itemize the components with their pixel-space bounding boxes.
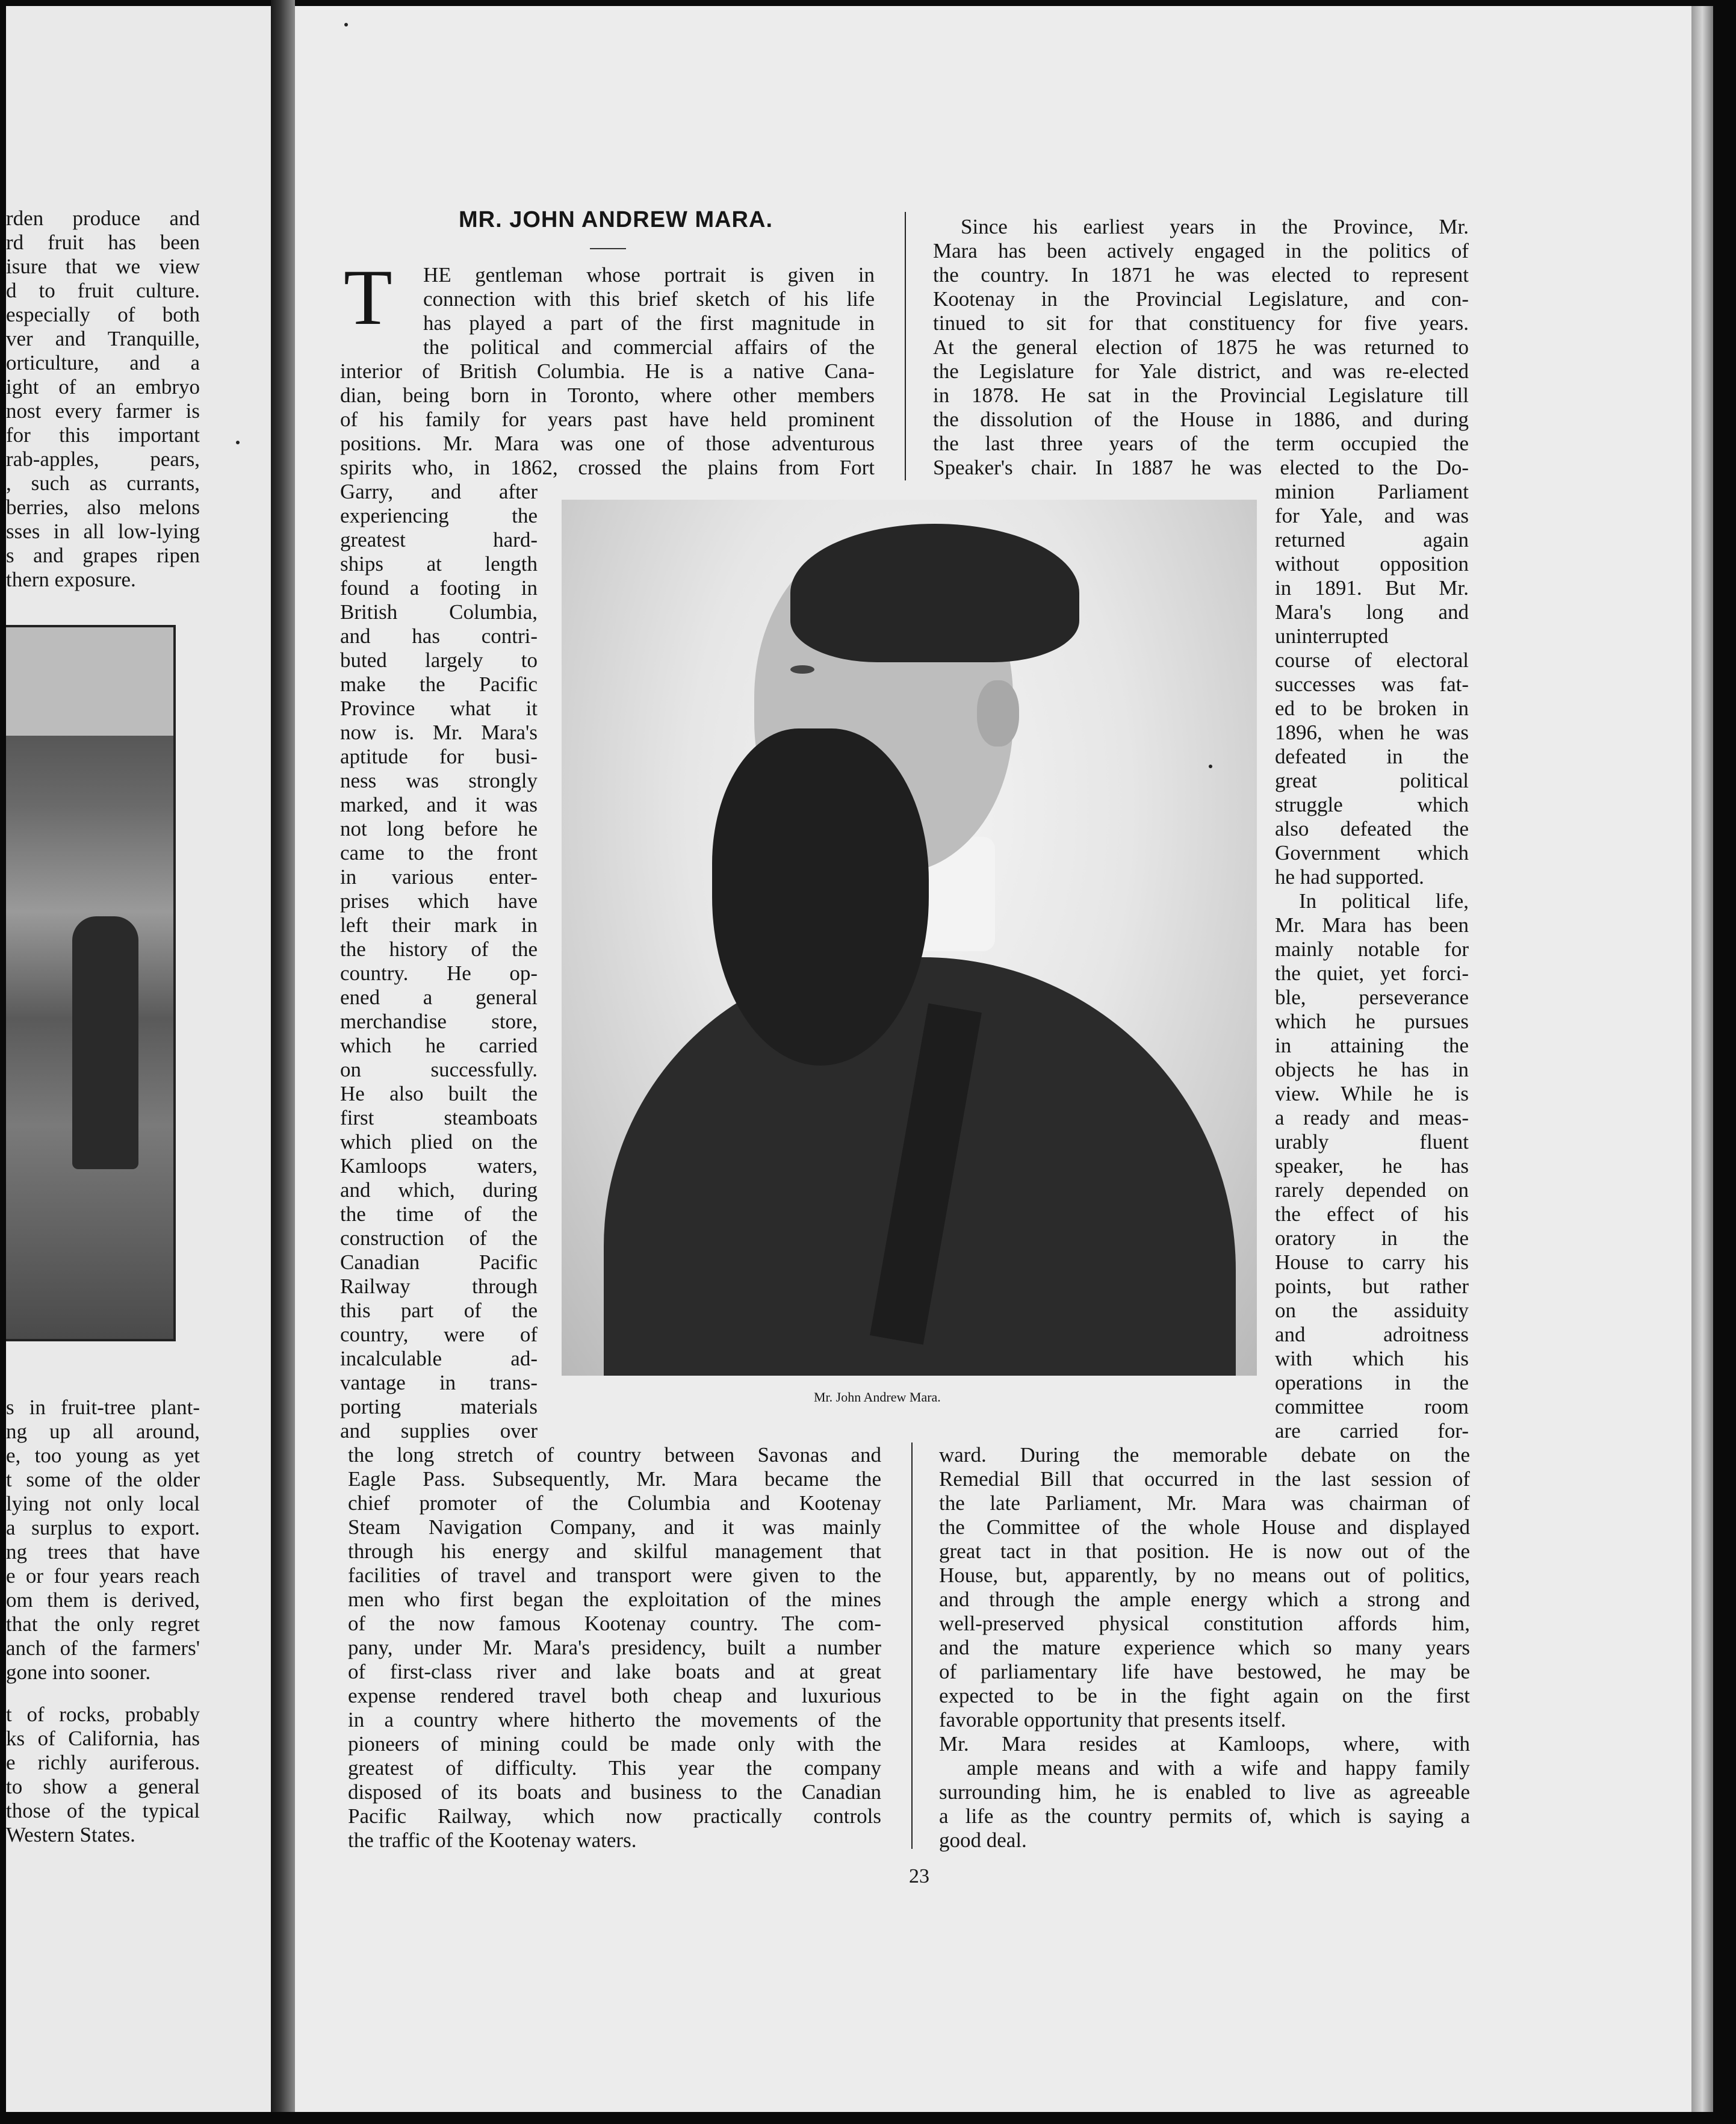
text-line: uninterrupted (1275, 624, 1389, 648)
book-gutter (271, 0, 295, 2124)
text-line: now is. Mr. Mara's (340, 721, 538, 744)
text-line: of the now famous Kootenay country. The com- (348, 1612, 881, 1635)
text-line: positions. Mr. Mara was one of those adventurous (340, 432, 875, 455)
text-line: thern exposure. (6, 568, 136, 591)
text-line: the country. In 1871 he was elected to represent (933, 263, 1469, 287)
text-line: the political and commercial affairs of the (423, 335, 875, 359)
text-line: the late Parliament, Mr. Mara was chairman of (939, 1491, 1470, 1515)
portrait-beard (712, 728, 929, 1066)
text-line: Mr. Mara resides at Kamloops, where, with (939, 1732, 1470, 1756)
text-line: Pacific Railway, which now practically controls (348, 1804, 881, 1828)
photo-figure (72, 916, 138, 1169)
text-line: He also built the (340, 1082, 538, 1105)
text-line: Remedial Bill that occurred in the last session of (939, 1467, 1470, 1491)
text-line: interior of British Columbia. He is a native Cana- (340, 359, 875, 383)
text-line: In political life, (1299, 889, 1469, 913)
text-line: d to fruit culture. (6, 279, 200, 302)
text-line: without opposition (1275, 552, 1469, 576)
text-line: a ready and meas- (1275, 1106, 1469, 1129)
text-line: pioneers of mining could be made only with the (348, 1732, 881, 1756)
text-line: e, too young as yet (6, 1444, 200, 1467)
text-line: surrounding him, he is enabled to live as agreeable (939, 1780, 1470, 1804)
text-line: ward. During the memorable debate on the (939, 1443, 1470, 1467)
text-line: country, were of (340, 1323, 538, 1346)
text-line: gone into sooner. (6, 1660, 151, 1684)
text-line: Mara has been actively engaged in the politics of (933, 239, 1469, 262)
text-line: speaker, he has (1275, 1154, 1469, 1178)
text-line: s in fruit-tree plant- (6, 1396, 200, 1419)
text-line: course of electoral (1275, 648, 1469, 672)
text-line: greatest of difficulty. This year the company (348, 1756, 881, 1780)
facing-page-photo (6, 625, 176, 1341)
text-line: for this important (6, 423, 200, 447)
text-line: in attaining the (1275, 1034, 1469, 1057)
text-line: e or four years reach (6, 1564, 200, 1588)
column-rule-top (905, 212, 906, 480)
text-line: and supplies over (340, 1419, 538, 1442)
text-line: Canadian Pacific (340, 1250, 538, 1274)
text-line: minion Parliament (1275, 480, 1469, 503)
text-line: committee room (1275, 1395, 1469, 1418)
text-line: Garry, and after (340, 480, 538, 503)
text-line: which he pursues (1275, 1010, 1469, 1033)
text-line: struggle which (1275, 793, 1469, 816)
page-edge (1691, 6, 1713, 2112)
text-line: greatest hard- (340, 528, 538, 551)
text-line: incalculable ad- (340, 1347, 538, 1370)
text-line: this part of the (340, 1299, 538, 1322)
text-line: om them is derived, (6, 1588, 200, 1612)
text-line: chief promoter of the Columbia and Kootenay (348, 1491, 881, 1515)
text-line: Government which (1275, 841, 1469, 865)
text-line: merchandise store, (340, 1010, 538, 1033)
text-line: House to carry his (1275, 1250, 1469, 1274)
text-line: a surplus to export. (6, 1516, 200, 1539)
text-line: Mara's long and (1275, 600, 1469, 624)
text-line: s and grapes ripen (6, 544, 200, 567)
text-line: the history of the (340, 937, 538, 961)
text-line: of parliamentary life have bestowed, he may be (939, 1660, 1470, 1683)
text-line: the traffic of the Kootenay waters. (348, 1828, 637, 1852)
text-line: the last three years of the term occupied the (933, 432, 1469, 455)
text-line: the dissolution of the House in 1886, and during (933, 408, 1469, 431)
text-line: returned again (1275, 528, 1469, 551)
text-line: Since his earliest years in the Province, Mr. (961, 215, 1469, 238)
article-title: MR. JOHN ANDREW MARA. (458, 207, 773, 232)
text-line: mainly notable for (1275, 937, 1469, 961)
text-line: in 1891. But Mr. (1275, 576, 1469, 600)
text-line: 1896, when he was (1275, 721, 1469, 744)
portrait-hair (790, 524, 1079, 662)
text-line: berries, also melons (6, 495, 200, 519)
text-line: to show a general (6, 1775, 200, 1798)
facing-page (6, 6, 271, 2112)
text-line: in 1878. He sat in the Provincial Legislature till (933, 384, 1469, 407)
text-line: which he carried (340, 1034, 538, 1057)
text-line: rd fruit has been (6, 231, 200, 254)
scan-speck (1209, 765, 1212, 768)
text-line: dian, being born in Toronto, where other members (340, 384, 875, 407)
text-line: Mr. Mara has been (1275, 913, 1469, 937)
text-line: and the mature experience which so many years (939, 1636, 1470, 1659)
text-line: of first-class river and lake boats and at great (348, 1660, 881, 1683)
text-line: construction of the (340, 1226, 538, 1250)
text-line: Kamloops waters, (340, 1154, 538, 1178)
text-line: expense rendered travel both cheap and luxurious (348, 1684, 881, 1707)
scan-border-bottom (0, 2112, 1736, 2124)
text-line: and has contri- (340, 624, 538, 648)
text-line: House, but, apparently, by no means out of politics, (939, 1564, 1470, 1587)
text-line: left their mark in (340, 913, 538, 937)
text-line: great political (1275, 769, 1469, 792)
text-line: rarely depended on (1275, 1178, 1469, 1202)
text-line: are carried for- (1275, 1419, 1469, 1442)
text-line: rden produce and (6, 206, 200, 230)
text-line: first steamboats (340, 1106, 538, 1129)
text-line: pany, under Mr. Mara's presidency, built a number (348, 1636, 881, 1659)
text-line: buted largely to (340, 648, 538, 672)
text-line: Western States. (6, 1823, 135, 1846)
text-line: oratory in the (1275, 1226, 1469, 1250)
text-line: isure that we view (6, 255, 200, 278)
text-line: porting materials (340, 1395, 538, 1418)
title-rule (590, 248, 626, 249)
text-line: British Columbia, (340, 600, 538, 624)
text-line: with which his (1275, 1347, 1469, 1370)
text-line: ight of an embryo (6, 375, 200, 399)
drop-cap: T (344, 253, 392, 341)
text-line: and which, during (340, 1178, 538, 1202)
text-line: connection with this brief sketch of his life (423, 287, 875, 311)
scan-border-top (0, 0, 1736, 6)
text-line: in various enter- (340, 865, 538, 889)
text-line: that the only regret (6, 1612, 200, 1636)
text-line: operations in the (1275, 1371, 1469, 1394)
text-line: Railway through (340, 1275, 538, 1298)
text-line: disposed of its boats and business to the Canadian (348, 1780, 881, 1804)
text-line: ks of California, has (6, 1727, 200, 1750)
text-line: the effect of his (1275, 1202, 1469, 1226)
text-line: Eagle Pass. Subsequently, Mr. Mara became the (348, 1467, 881, 1491)
text-line: and through the ample energy which a strong and (939, 1588, 1470, 1611)
page-number: 23 (909, 1865, 929, 1887)
column-rule-bottom (911, 1442, 913, 1849)
text-line: came to the front (340, 841, 538, 865)
text-line: of his family for years past have held prominent (340, 408, 875, 431)
text-line: , such as currants, (6, 471, 200, 495)
portrait-caption: Mr. John Andrew Mara. (814, 1390, 941, 1405)
text-line: the Committee of the whole House and displayed (939, 1515, 1470, 1539)
text-line: expected to be in the fight again on the first (939, 1684, 1470, 1707)
text-line: ships at length (340, 552, 538, 576)
text-line: the time of the (340, 1202, 538, 1226)
text-line: the Legislature for Yale district, and was re-elected (933, 359, 1469, 383)
text-line: also defeated the (1275, 817, 1469, 840)
portrait-ear (977, 680, 1019, 747)
text-line: the quiet, yet forci- (1275, 961, 1469, 985)
text-line: view. While he is (1275, 1082, 1469, 1105)
text-line: found a footing in (340, 576, 538, 600)
text-line: nost every farmer is (6, 399, 200, 423)
text-line: facilities of travel and transport were given to the (348, 1564, 881, 1587)
text-line: sses in all low-lying (6, 520, 200, 543)
text-line: for Yale, and was (1275, 504, 1469, 527)
text-line: orticulture, and a (6, 351, 200, 374)
text-line: well-preserved physical constitution affords him, (939, 1612, 1470, 1635)
text-line: on the assiduity (1275, 1299, 1469, 1322)
text-line: in a country where hitherto the movements of the (348, 1708, 881, 1731)
text-line: points, but rather (1275, 1275, 1469, 1298)
text-line: has played a part of the first magnitude in (423, 311, 875, 335)
text-line: objects he has in (1275, 1058, 1469, 1081)
text-line: urably fluent (1275, 1130, 1469, 1154)
text-line: not long before he (340, 817, 538, 840)
text-line: especially of both (6, 303, 200, 326)
text-line: and adroitness (1275, 1323, 1469, 1346)
text-line: Province what it (340, 697, 538, 720)
text-line: anch of the farmers' (6, 1636, 200, 1660)
text-line: ng trees that have (6, 1540, 200, 1564)
text-line: ample means and with a wife and happy family (967, 1756, 1470, 1780)
text-line: lying not only local (6, 1492, 200, 1515)
text-line: men who first began the exploitation of the mines (348, 1588, 881, 1611)
text-line: experiencing the (340, 504, 538, 527)
text-line: he had supported. (1275, 865, 1424, 889)
text-line: ened a general (340, 986, 538, 1009)
text-line: the long stretch of country between Savonas and (348, 1443, 881, 1467)
text-line: favorable opportunity that presents itself. (939, 1708, 1286, 1731)
text-line: Speaker's chair. In 1887 he was elected to the Do- (933, 456, 1469, 479)
text-line: country. He op- (340, 961, 538, 985)
text-line: marked, and it was (340, 793, 538, 816)
text-line: Steam Navigation Company, and it was mainly (348, 1515, 881, 1539)
text-line: ble, perseverance (1275, 986, 1469, 1009)
text-line: defeated in the (1275, 745, 1469, 768)
text-line: Kootenay in the Provincial Legislature, and con- (933, 287, 1469, 311)
scan-speck (236, 441, 240, 444)
text-line: rab-apples, pears, (6, 447, 200, 471)
text-line: successes was fat- (1275, 672, 1469, 696)
text-line: on successfully. (340, 1058, 538, 1081)
scan-border-right (1713, 0, 1736, 2124)
photo-sky (6, 627, 173, 736)
text-line: good deal. (939, 1828, 1027, 1852)
text-line: ng up all around, (6, 1420, 200, 1443)
portrait-eye (790, 665, 814, 674)
text-line: tinued to sit for that constituency for five years. (933, 311, 1469, 335)
text-line: t some of the older (6, 1468, 200, 1491)
text-line: ver and Tranquille, (6, 327, 200, 350)
text-line: a life as the country permits of, which is saying a (939, 1804, 1470, 1828)
text-line: great tact in that position. He is now out of the (939, 1539, 1470, 1563)
text-line: ness was strongly (340, 769, 538, 792)
portrait-photo (562, 500, 1257, 1376)
text-line: e richly auriferous. (6, 1751, 200, 1774)
scan-speck (344, 23, 348, 26)
text-line: which plied on the (340, 1130, 538, 1154)
text-line: aptitude for busi- (340, 745, 538, 768)
text-line: HE gentleman whose portrait is given in (423, 263, 875, 287)
text-line: make the Pacific (340, 672, 538, 696)
text-line: t of rocks, probably (6, 1703, 200, 1726)
text-line: ed to be broken in (1275, 697, 1469, 720)
text-line: prises which have (340, 889, 538, 913)
text-line: vantage in trans- (340, 1371, 538, 1394)
scan-border-left (0, 0, 6, 2124)
text-line: spirits who, in 1862, crossed the plains from Fort (340, 456, 875, 479)
text-line: At the general election of 1875 he was returned to (933, 335, 1469, 359)
text-line: those of the typical (6, 1799, 200, 1822)
text-line: through his energy and skilful management that (348, 1539, 881, 1563)
